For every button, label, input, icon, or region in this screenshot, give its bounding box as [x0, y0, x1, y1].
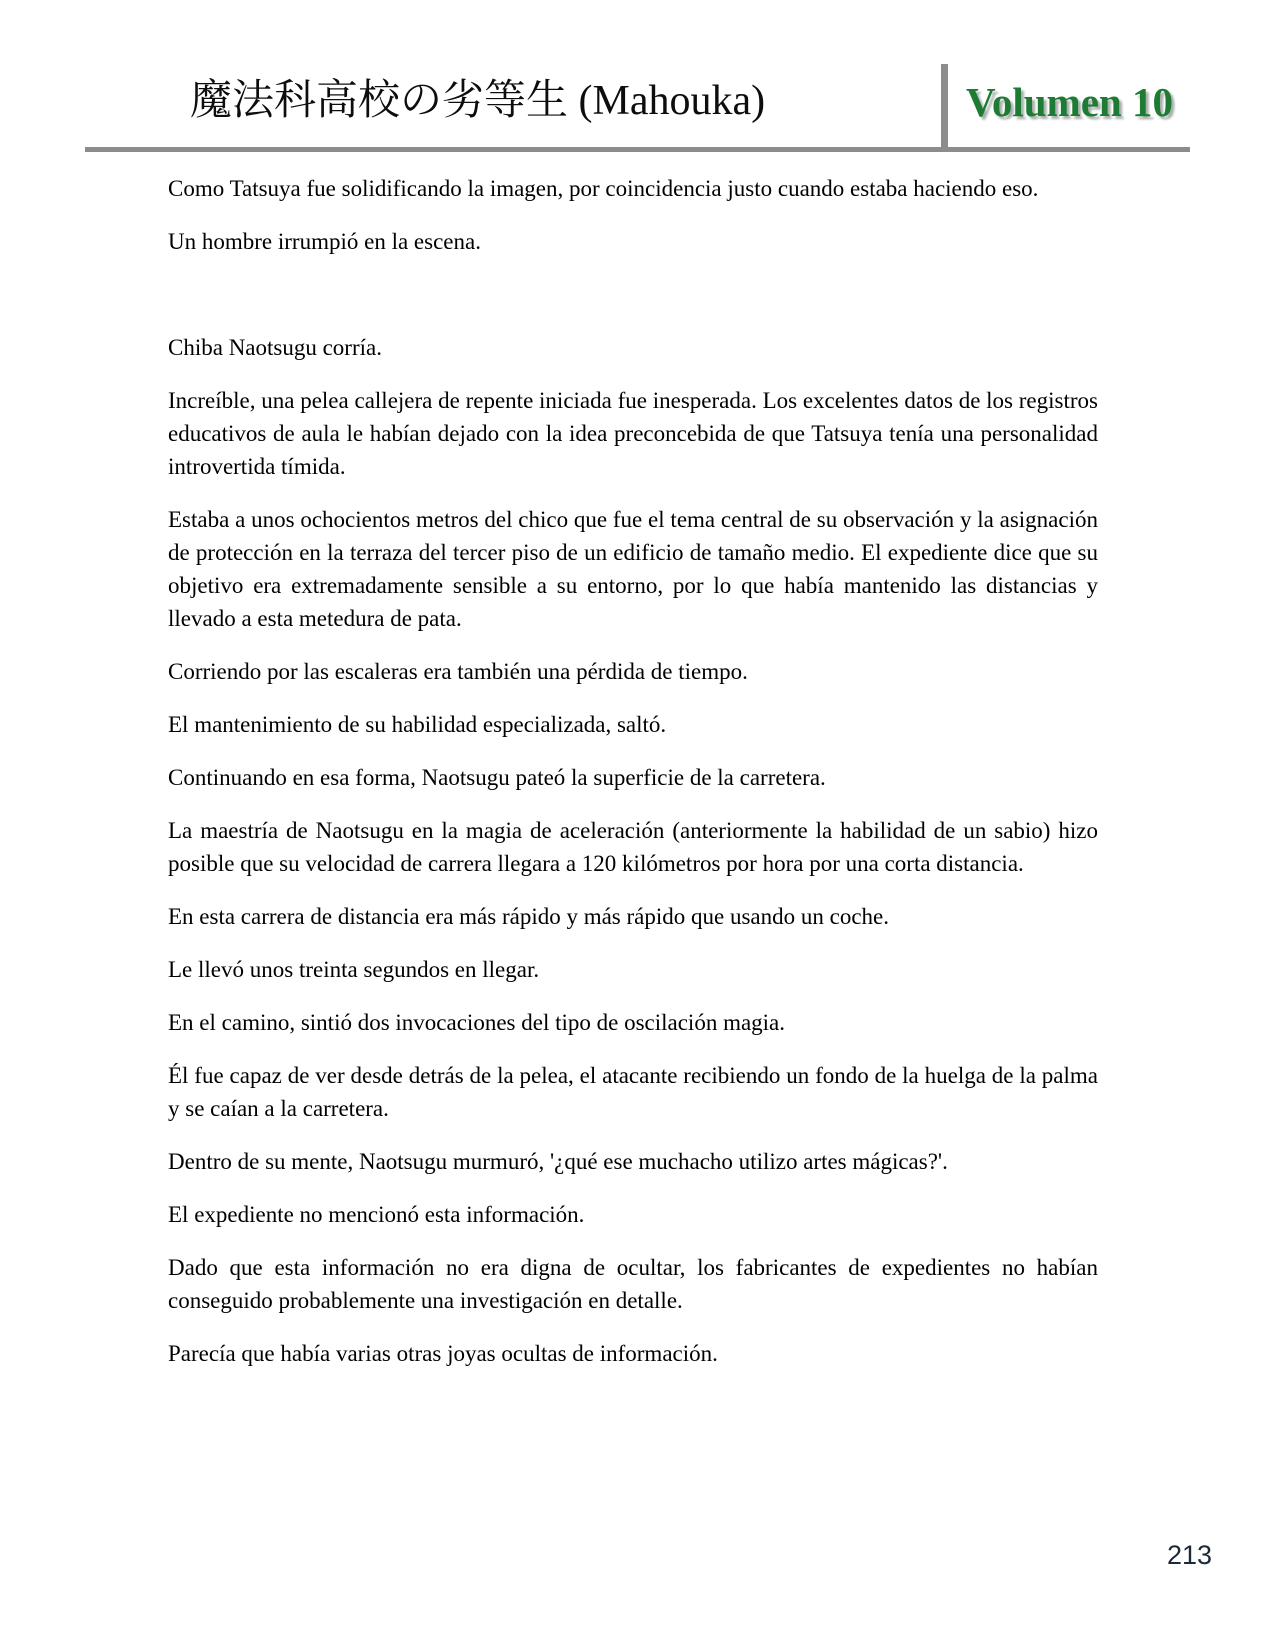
paragraph: El mantenimiento de su habilidad especializada, saltó. [168, 712, 667, 737]
paragraph: Un hombre irrumpió en la escena. [168, 229, 481, 254]
paragraph: Corriendo por las escaleras era también una pérdida de tiempo. [168, 659, 748, 684]
paragraph: Chiba Naotsugu corría. [168, 335, 382, 360]
paragraph: Dado que esta información no era digna de ocultar, los fabricantes de expedientes no habían conseguido probablemente una investigación en detalle. [168, 1255, 1098, 1313]
paragraph: Le llevó unos treinta segundos en llegar. [168, 957, 540, 982]
paragraph: Increíble, una pelea callejera de repente iniciada fue inesperada. Los excelentes datos de los registros educativos de aula le habían dejado con la idea preconcebida de que Tatsuya tenía una personalidad introvertida tímida. [168, 388, 1098, 479]
paragraph: Continuando en esa forma, Naotsugu pateó la superficie de la carretera. [168, 765, 826, 790]
header-divider-bar [941, 64, 948, 150]
header-rule [85, 147, 1190, 152]
paragraph: El expediente no mencionó esta información. [168, 1202, 585, 1227]
paragraph: Parecía que había varias otras joyas ocultas de información. [168, 1341, 718, 1366]
volume-label: Volumen 10 [966, 79, 1173, 125]
paragraph: La maestría de Naotsugu en la magia de aceleración (anteriormente la habilidad de un sabio) hizo posible que su velocidad de carrera llegara a 120 kilómetros por hora por una corta distancia. [168, 818, 1098, 876]
paragraph: Estaba a unos ochocientos metros del chico que fue el tema central de su observación y la asignación de protección en la terraza del tercer piso de un edificio de tamaño medio. El expediente dice que su objetivo era extremadamente sensible a su entorno, por lo que había mantenido las distancias y llevado a esta metedura de pata. [168, 507, 1098, 631]
paragraph-spacer [168, 278, 1098, 311]
book-title: 魔法科高校の劣等生 (Mahouka) [190, 78, 766, 124]
paragraph: Como Tatsuya fue solidificando la imagen, por coincidencia justo cuando estaba haciendo eso. [168, 176, 1039, 201]
body-text [168, 172, 1098, 1390]
paragraph: En el camino, sintió dos invocaciones del tipo de oscilación magia. [168, 1010, 786, 1035]
paragraph: Dentro de su mente, Naotsugu murmuró, '¿qué ese muchacho utilizo artes mágicas?'. [168, 1149, 948, 1174]
paragraph: Él fue capaz de ver desde detrás de la pelea, el atacante recibiendo un fondo de la huelga de la palma y se caían a la carretera. [168, 1063, 1098, 1121]
page-number: 213 [1166, 1540, 1212, 1570]
paragraph: En esta carrera de distancia era más rápido y más rápido que usando un coche. [168, 904, 890, 929]
